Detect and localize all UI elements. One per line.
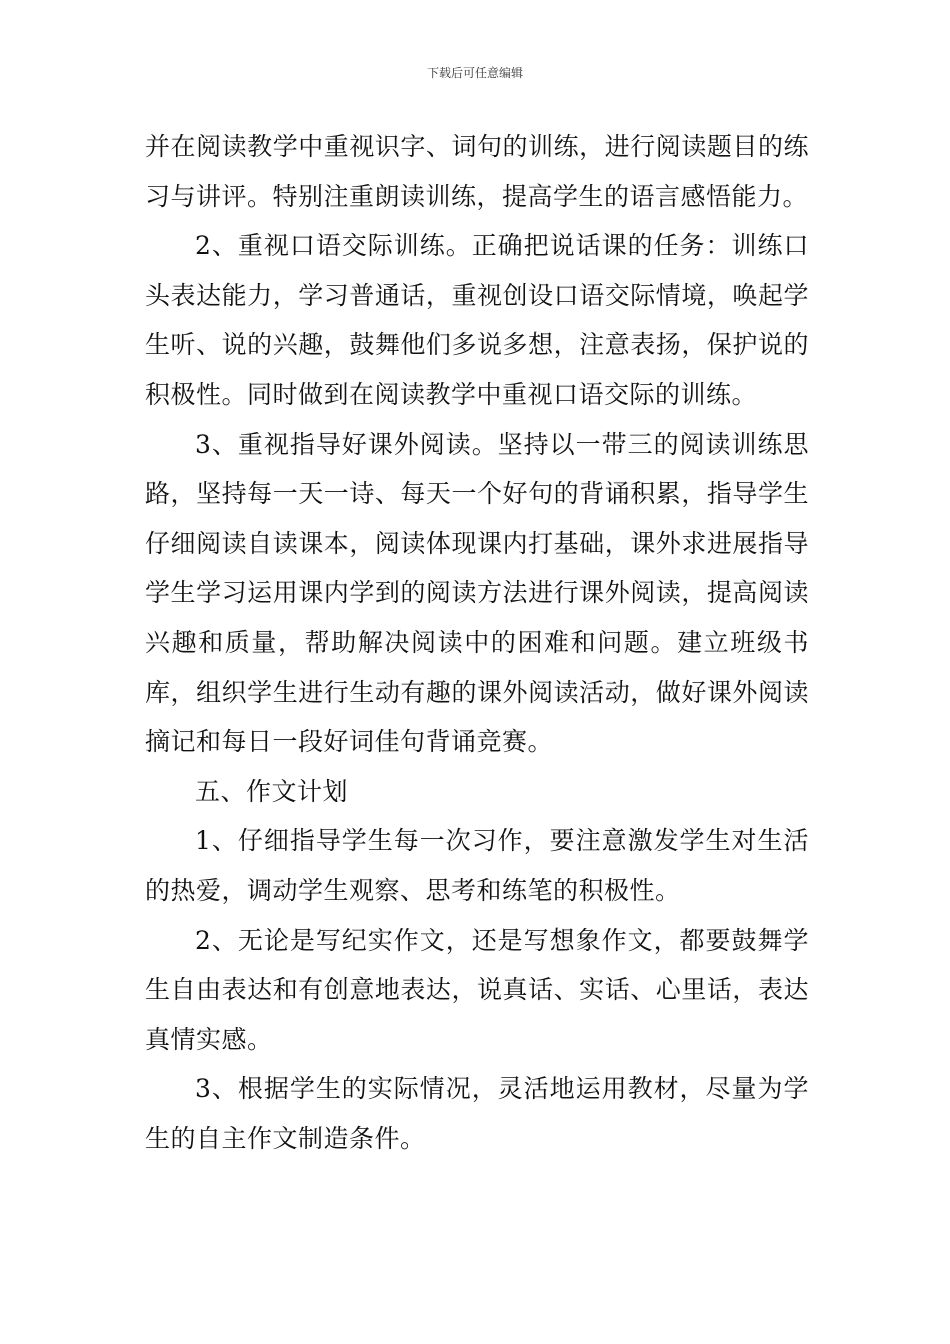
paragraph-reading-continuation: 并在阅读教学中重视识字、词句的训练，进行阅读题目的练习与讲评。特别注重朗读训练，提高学生的语言感悟能力。 — [145, 132, 809, 211]
paragraph-extracurricular-reading: 3、重视指导好课外阅读。坚持以一带三的阅读训练思路，坚持每一天一诗、每天一个好句的背诵积累，指导学生仔细阅读自读课本，阅读体现课内打基础，课外求进展指导学生学习运用课内学到的阅读方法进行课外阅读，提高阅读兴趣和质量，帮助解决阅读中的困难和问题。建立班级书库，组织学生进行生动有趣的课外阅读活动，做好课外阅读摘记和每日一段好词佳句背诵竞赛。 — [145, 429, 809, 757]
document-body — [145, 122, 809, 1163]
paragraph-free-expression: 2、无论是写纪实作文，还是写想象作文，都要鼓舞学生自由表达和有创意地表达，说真话、实话、心里话，表达真情实感。 — [145, 925, 809, 1054]
paragraph-writing-guidance: 1、仔细指导学生每一次习作，要注意激发学生对生活的热爱，调动学生观察、思考和练笔的积极性。 — [145, 826, 809, 905]
paragraph-oral-communication: 2、重视口语交际训练。正确把说话课的任务：训练口头表达能力，学习普通话，重视创设口语交际情境，唤起学生听、说的兴趣，鼓舞他们多说多想，注意表扬，保护说的积极性。同时做到在阅读教学中重视口语交际的训练。 — [145, 231, 809, 409]
page-header: 下载后可任意编辑 — [426, 66, 523, 80]
section-heading-writing-plan: 五、作文计划 — [195, 776, 349, 806]
paragraph-flexible-materials: 3、根据学生的实际情况，灵活地运用教材，尽量为学生的自主作文制造条件。 — [145, 1074, 809, 1153]
